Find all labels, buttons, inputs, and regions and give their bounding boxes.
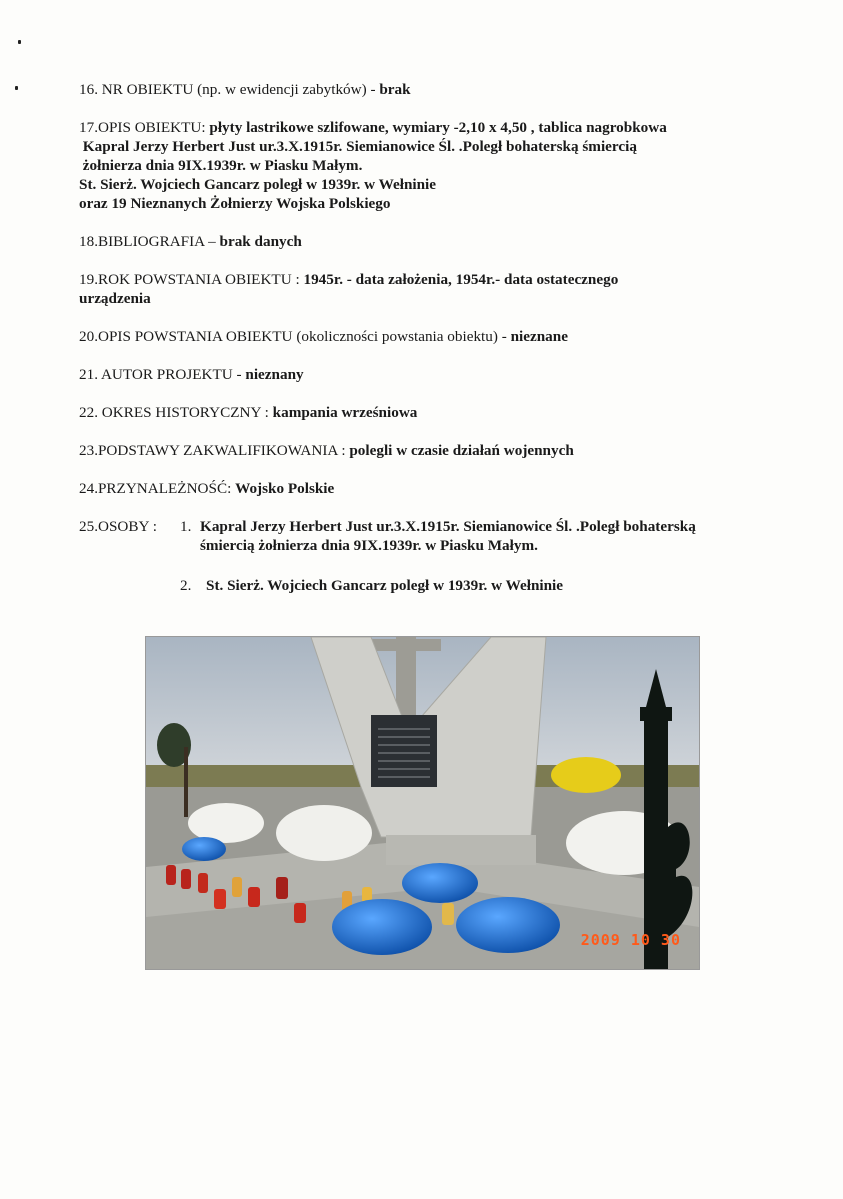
memorial-photo bbox=[145, 636, 700, 970]
field-20: 20.OPIS POWSTANIA OBIEKTU (okoliczności powstania obiektu) - nieznane bbox=[79, 328, 568, 345]
person-1: 1. Kapral Jerzy Herbert Just ur.3.X.1915r. Siemianowice Śl. .Poległ bohaterską śmiercią żołnierza dnia 9IX.1939r. w Piasku Małym. bbox=[180, 518, 696, 554]
field-16: 16. NR OBIEKTU (np. w ewidencji zabytków) - brak bbox=[79, 81, 411, 98]
blue-lamp bbox=[456, 897, 560, 953]
field-25: 25.OSOBY : 1. Kapral Jerzy Herbert Just ur.3.X.1915r. Siemianowice Śl. .Poległ bohaterską śmiercią żołnierza dnia 9IX.1939r. w Piasku Małym. 2. St. Sierż. Wojciech Gancarz poległ w 1939r. w Wełninie bbox=[79, 517, 799, 595]
photo-date-stamp: 2009 10 30 bbox=[580, 931, 681, 949]
cross-arm bbox=[371, 639, 441, 651]
field-19: 19.ROK POWSTANIA OBIEKTU : 1945r. - data założenia, 1954r.- data ostatecznego urządzenia bbox=[79, 271, 619, 307]
field-24: 24.PRZYNALEŻNOŚĆ: Wojsko Polskie bbox=[79, 480, 335, 497]
scan-mark bbox=[15, 86, 18, 90]
document-body bbox=[79, 80, 799, 614]
chrysanthemums bbox=[276, 805, 372, 861]
field-22: 22. OKRES HISTORYCZNY : kampania wrześniowa bbox=[79, 404, 418, 421]
tree-trunk bbox=[184, 747, 188, 817]
field-18: 18.BIBLIOGRAFIA – brak danych bbox=[79, 233, 302, 250]
blue-lamp bbox=[332, 899, 432, 955]
monument-base bbox=[386, 835, 536, 865]
field-21: 21. AUTOR PROJEKTU - nieznany bbox=[79, 366, 304, 383]
memorial-plaque bbox=[371, 715, 437, 787]
blue-lamp bbox=[182, 837, 226, 861]
blue-lamp bbox=[402, 863, 478, 903]
field-17: 17.OPIS OBIEKTU: płyty lastrikowe szlifowane, wymiary -2,10 x 4,50 , tablica nagrobkowa Kapral Jerzy Herbert Just ur.3.X.1915r. Siemianowice Śl. .Poległ bohaterską śmiercią żołnierza dnia 9IX.1939r. w Piasku Małym. St. Sierż. Wojciech Gancarz poległ w 1939r. w Wełninie oraz 19 Nieznanych Żołnierzy Wojska Polskiego bbox=[79, 119, 667, 212]
yellow-chrysanthemums bbox=[551, 757, 621, 793]
field-23: 23.PODSTAWY ZAKWALIFIKOWANIA : polegli w czasie działań wojennych bbox=[79, 442, 574, 459]
chrysanthemums bbox=[188, 803, 264, 843]
scan-mark bbox=[18, 40, 21, 44]
person-2: 2. St. Sierż. Wojciech Gancarz poległ w 1939r. w Wełninie bbox=[180, 577, 564, 594]
